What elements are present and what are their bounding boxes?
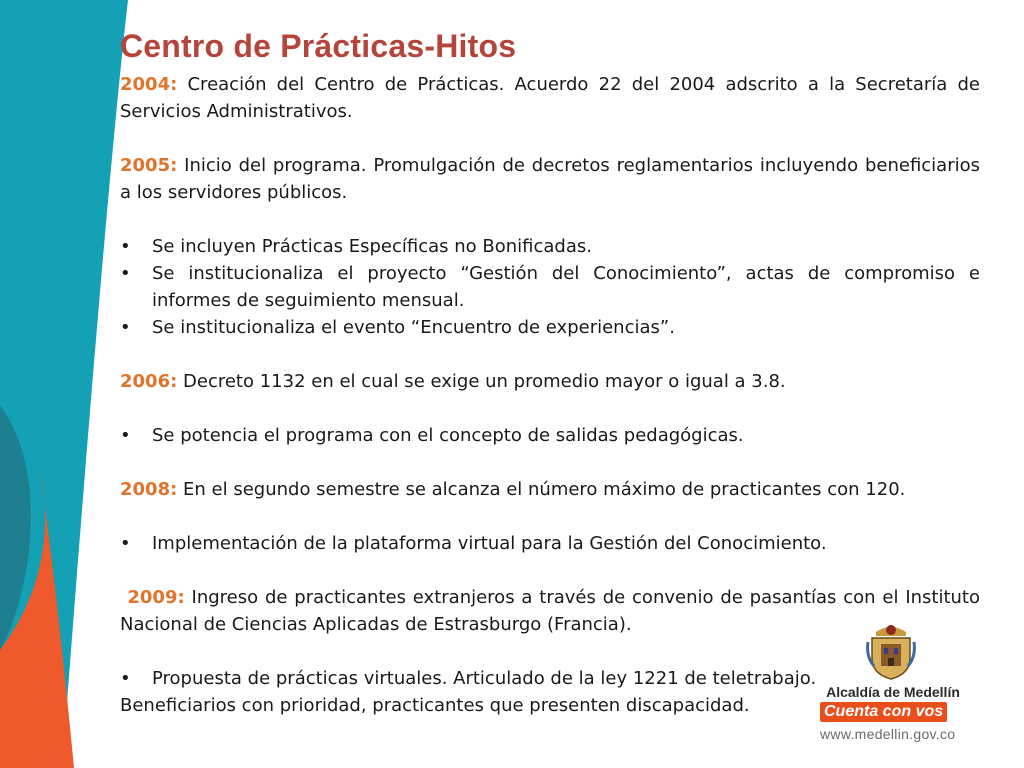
year-label: 2006: bbox=[120, 371, 178, 392]
bullet-list-2008 bbox=[120, 530, 980, 557]
milestone-2006 bbox=[120, 368, 980, 395]
page-title: Centro de Prácticas-Hitos bbox=[120, 28, 517, 64]
closing-text: Beneficiarios con prioridad, practicantes que presenten discapacidad. bbox=[120, 695, 750, 716]
bullet-list-2006 bbox=[120, 422, 980, 449]
milestone-2008 bbox=[120, 476, 980, 503]
milestone-2005 bbox=[120, 152, 980, 206]
milestone-text: Creación del Centro de Prácticas. Acuerdo 22 del 2004 adscrito a la Secretaría de Servicios Administrativos. bbox=[120, 74, 980, 122]
year-label: 2004: bbox=[120, 74, 178, 95]
bullet-list-2005 bbox=[120, 233, 980, 341]
website-url: www.medellin.gov.co bbox=[820, 726, 956, 742]
org-name: Alcaldía de Medellín bbox=[826, 684, 960, 700]
milestone-text: Ingreso de practicantes extranjeros a través de convenio de pasantías con el Instituto Nacional de Ciencias Aplicadas de Estrasburgo (Francia). bbox=[120, 587, 981, 635]
list-item: • Se potencia el programa con el concepto de salidas pedagógicas. bbox=[120, 422, 980, 449]
milestone-text: Decreto 1132 en el cual se exige un promedio mayor o igual a 3.8. bbox=[177, 371, 786, 392]
year-label: 2008: bbox=[120, 479, 178, 500]
coat-of-arms-icon bbox=[866, 622, 916, 680]
list-item: • Se institucionaliza el proyecto “Gestión del Conocimiento”, actas de compromiso e informes de seguimiento mensual. bbox=[120, 260, 980, 314]
milestone-text: En el segundo semestre se alcanza el número máximo de practicantes con 120. bbox=[177, 479, 906, 500]
slogan: Cuenta con vos bbox=[820, 702, 947, 722]
side-decoration bbox=[0, 0, 140, 768]
year-label: 2005: bbox=[120, 155, 178, 176]
list-item: • Propuesta de prácticas virtuales. Articulado de la ley 1221 de teletrabajo. bbox=[120, 665, 980, 692]
milestone-text: Inicio del programa. Promulgación de decretos reglamentarios incluyendo beneficiarios a los servidores públicos. bbox=[120, 155, 980, 203]
list-item: • Se incluyen Prácticas Específicas no Bonificadas. bbox=[120, 233, 980, 260]
alcaldia-logo bbox=[818, 622, 968, 746]
milestone-2004 bbox=[120, 71, 980, 125]
list-item: • Se institucionaliza el evento “Encuentro de experiencias”. bbox=[120, 314, 980, 341]
list-item: • Implementación de la plataforma virtual para la Gestión del Conocimiento. bbox=[120, 530, 980, 557]
year-label: 2009: bbox=[120, 587, 185, 608]
